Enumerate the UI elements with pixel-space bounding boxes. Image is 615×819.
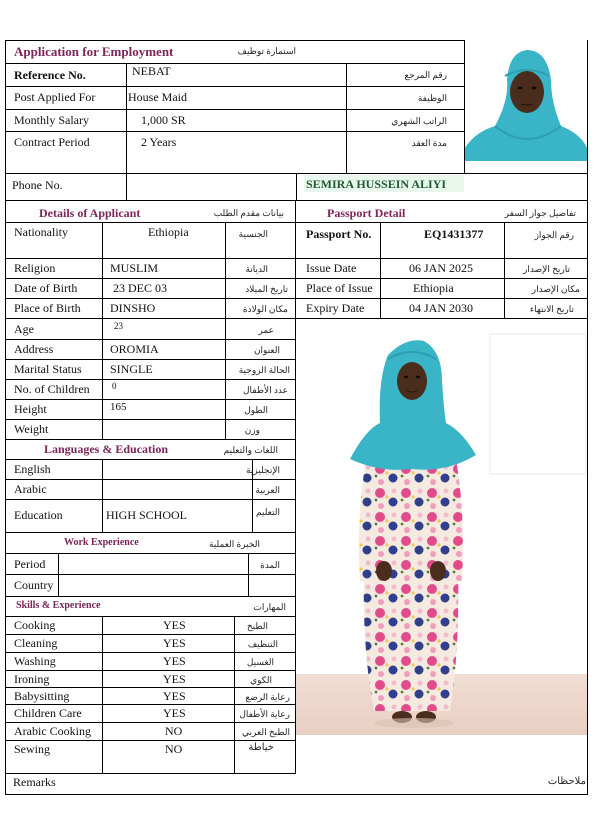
remarks-ar: ملاحظات <box>547 776 586 787</box>
phone-label: Phone No. <box>12 178 63 192</box>
issue-date-ar: تاريخ الإصدار <box>522 264 570 274</box>
dob-label: Date of Birth <box>14 281 78 295</box>
children-ar: عدد الأطفال <box>243 385 288 395</box>
english-label: English <box>14 462 51 476</box>
height-value: 165 <box>110 401 127 413</box>
nationality-ar: الجنسية <box>238 229 268 239</box>
skill-sewing-label: Sewing <box>14 742 50 756</box>
reference-label: Reference No. <box>14 68 86 82</box>
place-of-issue-label: Place of Issue <box>306 281 373 295</box>
marital-label: Marital Status <box>14 362 82 376</box>
post-value: House Maid <box>128 90 187 104</box>
pob-label: Place of Birth <box>14 301 81 315</box>
languages-title-ar: اللغات والتعليم <box>223 445 278 455</box>
form-title-ar: استمارة توظيف <box>237 46 296 56</box>
skill-cleaning-value: YES <box>163 636 186 650</box>
details-title: Details of Applicant <box>39 206 141 220</box>
skill-children-value: YES <box>163 706 186 720</box>
skill-cooking-ar: الطبخ <box>246 621 268 631</box>
arabic-label: Arabic <box>14 482 47 496</box>
skill-sewing-ar: خياطة <box>248 742 274 753</box>
nationality-value: Ethiopia <box>148 225 189 239</box>
passport-title: Passport Detail <box>327 206 406 220</box>
pob-value: DINSHO <box>110 301 156 315</box>
address-ar: العنوان <box>253 345 280 355</box>
expiry-date-ar: تاريخ الانتهاء <box>529 304 574 314</box>
skill-cooking-label: Cooking <box>14 618 56 632</box>
details-title-ar: بيانات مقدم الطلب <box>213 208 284 218</box>
period-ar: المدة <box>260 560 280 570</box>
full-length-photo <box>296 319 587 735</box>
skill-children-ar: رعاية الأطفال <box>239 709 290 719</box>
portrait-photo <box>465 40 587 161</box>
religion-label: Religion <box>14 261 56 275</box>
skill-cleaning-label: Cleaning <box>14 636 58 650</box>
contract-label: Contract Period <box>14 135 90 149</box>
children-label: No. of Children <box>14 382 90 396</box>
religion-value: MUSLIM <box>110 261 159 275</box>
contract-ar: مدة العقد <box>411 138 447 148</box>
contract-value: 2 Years <box>141 135 177 149</box>
skill-cooking-value: YES <box>163 618 186 632</box>
age-value: 23 <box>114 321 123 331</box>
salary-label: Monthly Salary <box>14 113 89 127</box>
skill-washing-ar: الغسيل <box>246 657 274 667</box>
passport-no-value: EQ1431377 <box>424 227 484 241</box>
post-label: Post Applied For <box>14 90 96 104</box>
pob-ar: مكان الولادة <box>242 304 288 314</box>
age-ar: عمر <box>258 325 274 335</box>
skill-washing-label: Washing <box>14 654 56 668</box>
remarks-label: Remarks <box>13 775 56 789</box>
skill-babysitting-value: YES <box>163 689 186 703</box>
place-of-issue-ar: مكان الإصدار <box>531 284 580 294</box>
passport-title-ar: تفاصيل جواز السفر <box>504 208 576 218</box>
passport-no-label: Passport No. <box>306 227 372 241</box>
education-label: Education <box>14 508 63 522</box>
skill-sewing-value: NO <box>165 742 183 756</box>
address-value: OROMIA <box>110 342 159 356</box>
skill-arabic-cooking-label: Arabic Cooking <box>14 724 91 738</box>
dob-value: 23 DEC 03 <box>113 281 167 295</box>
age-label: Age <box>14 322 34 336</box>
salary-ar: الراتب الشهري <box>391 116 447 126</box>
dob-ar: تاريخ الميلاد <box>245 284 288 294</box>
issue-date-value: 06 JAN 2025 <box>409 261 474 275</box>
languages-title: Languages & Education <box>44 442 169 456</box>
issue-date-label: Issue Date <box>306 261 357 275</box>
skill-arabic-cooking-ar: الطبخ العربي <box>242 727 290 737</box>
work-title: Work Experience <box>64 537 139 548</box>
skill-cleaning-ar: التنظيف <box>247 639 278 649</box>
marital-ar: الحالة الزوجية <box>238 365 290 375</box>
form-title: Application for Employment <box>14 44 174 59</box>
skill-babysitting-ar: رعاية الرضع <box>245 692 290 702</box>
expiry-date-label: Expiry Date <box>306 301 365 315</box>
skill-arabic-cooking-value: NO <box>165 724 183 738</box>
children-value: 0 <box>112 381 117 391</box>
weight-ar: وزن <box>244 425 260 435</box>
weight-label: Weight <box>14 422 49 436</box>
salary-value: 1,000 SR <box>141 113 186 127</box>
marital-value: SINGLE <box>110 362 153 376</box>
place-of-issue-value: Ethiopia <box>413 281 454 295</box>
applicant-name: SEMIRA HUSSEIN ALIYI <box>306 177 447 191</box>
country-label: Country <box>14 578 54 592</box>
education-value: HIGH SCHOOL <box>106 508 187 522</box>
height-label: Height <box>14 402 47 416</box>
skills-title-ar: المهارات <box>253 602 286 612</box>
reference-value: NEBAT <box>132 64 171 78</box>
skill-washing-value: YES <box>163 654 186 668</box>
period-label: Period <box>14 557 46 571</box>
skill-babysitting-label: Babysitting <box>14 689 70 703</box>
expiry-date-value: 04 JAN 2030 <box>409 301 474 315</box>
rule <box>5 40 465 41</box>
address-label: Address <box>14 342 54 356</box>
reference-ar: رقم المرجع <box>404 70 447 80</box>
skill-ironing-ar: الكوي <box>250 675 272 685</box>
height-ar: الطول <box>244 405 268 415</box>
work-title-ar: الخبرة العملية <box>208 539 260 549</box>
nationality-label: Nationality <box>14 225 68 239</box>
passport-no-ar: رقم الجواز <box>534 230 574 240</box>
english-ar: الإنجليزية <box>246 465 280 475</box>
education-ar: التعليم <box>256 507 280 517</box>
skill-children-label: Children Care <box>14 706 82 720</box>
skill-ironing-label: Ironing <box>14 672 50 686</box>
arabic-ar: العربية <box>255 485 280 495</box>
skills-title: Skills & Experience <box>16 600 101 611</box>
religion-ar: الديانة <box>245 264 268 274</box>
post-ar: الوظيفة <box>417 93 447 103</box>
skill-ironing-value: YES <box>163 672 186 686</box>
